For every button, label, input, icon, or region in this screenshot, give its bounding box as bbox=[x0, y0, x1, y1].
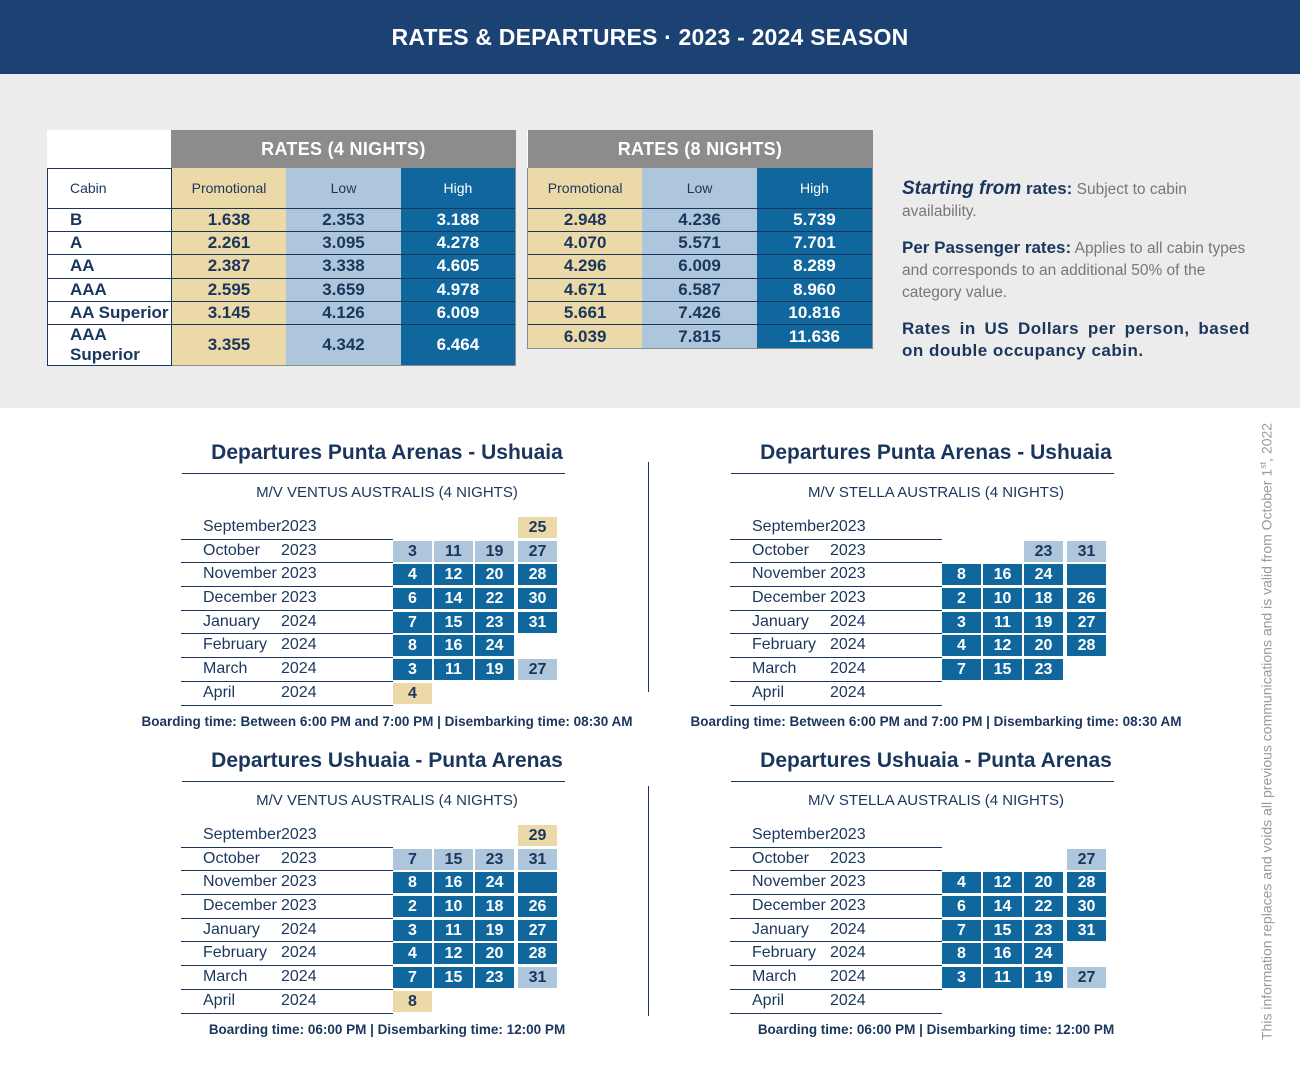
departures-title: Departures Ushuaia - Punta Arenas bbox=[211, 749, 563, 772]
year-label: 2023 bbox=[281, 589, 317, 607]
month-label: December bbox=[203, 897, 277, 915]
departure-date: 23 bbox=[1024, 659, 1063, 680]
year-label: 2024 bbox=[830, 660, 866, 678]
month-row bbox=[730, 516, 1166, 540]
departure-date: 31 bbox=[518, 967, 557, 988]
year-label: 2023 bbox=[830, 849, 866, 867]
departure-date: 15 bbox=[983, 659, 1022, 680]
departure-date: 16 bbox=[434, 872, 473, 893]
blank-cell bbox=[48, 130, 172, 168]
departure-date: 14 bbox=[983, 896, 1022, 917]
rate-low: 4.236 bbox=[642, 208, 757, 231]
month-label: November bbox=[203, 873, 277, 891]
departure-date: 6 bbox=[393, 588, 432, 609]
rate-high: 8.960 bbox=[757, 278, 873, 301]
year-label: 2024 bbox=[830, 991, 866, 1009]
departure-date: 3 bbox=[393, 920, 432, 941]
year-label: 2024 bbox=[281, 920, 317, 938]
col-low: Low bbox=[642, 168, 757, 208]
month-row bbox=[730, 824, 1166, 848]
departure-date: 28 bbox=[1067, 635, 1106, 656]
rate-promotional: 6.039 bbox=[528, 325, 643, 348]
departure-date: 31 bbox=[1067, 541, 1106, 562]
rate-promotional: 4.296 bbox=[528, 255, 643, 278]
month-row bbox=[730, 658, 1166, 682]
boarding-times: Boarding time: Between 6:00 PM and 7:00 PM | Disembarking time: 08:30 AM bbox=[141, 713, 633, 729]
rate-row bbox=[528, 231, 873, 254]
departure-date: 24 bbox=[475, 635, 514, 656]
month-label: March bbox=[752, 968, 797, 986]
month-label: April bbox=[203, 991, 236, 1009]
rate-promotional: 1.638 bbox=[171, 208, 286, 231]
page-title: RATES & DEPARTURES · 2023 - 2024 SEASON bbox=[391, 23, 909, 50]
departures-stella-ush-pa bbox=[706, 745, 1166, 1037]
year-label: 2023 bbox=[830, 589, 866, 607]
year-label: 2024 bbox=[281, 660, 317, 678]
departures-title: Departures Ushuaia - Punta Arenas bbox=[760, 749, 1112, 772]
rate-high: 8.289 bbox=[757, 255, 873, 278]
note-starting-bold: rates: bbox=[1021, 179, 1073, 198]
rates-notes bbox=[902, 178, 1250, 376]
rates-8-title: RATES (8 NIGHTS) bbox=[528, 130, 873, 168]
departure-date: 30 bbox=[1067, 896, 1106, 917]
departures-calendar bbox=[181, 824, 617, 1014]
month-row bbox=[730, 942, 1166, 966]
departure-date: 2 bbox=[942, 588, 981, 609]
month-label: November bbox=[203, 565, 277, 583]
departure-date: 8 bbox=[942, 564, 981, 585]
year-label: 2023 bbox=[830, 518, 866, 535]
departure-date: 20 bbox=[475, 943, 514, 964]
departure-date: 15 bbox=[434, 849, 473, 870]
year-label: 2024 bbox=[281, 612, 317, 630]
month-row bbox=[181, 634, 617, 658]
month-label: January bbox=[752, 920, 809, 938]
departure-date: 24 bbox=[1024, 943, 1063, 964]
rate-promotional: 2.595 bbox=[171, 278, 286, 301]
month-label: March bbox=[752, 660, 797, 678]
departure-date: 11 bbox=[983, 967, 1022, 988]
month-row bbox=[181, 990, 617, 1014]
rate-row bbox=[48, 208, 516, 231]
departure-date: 15 bbox=[983, 920, 1022, 941]
departure-date: 15 bbox=[434, 612, 473, 633]
rate-promotional: 2.387 bbox=[171, 255, 286, 278]
rate-promotional: 5.661 bbox=[528, 302, 643, 325]
departures-calendar bbox=[730, 824, 1166, 1014]
departure-date: 3 bbox=[393, 659, 432, 680]
year-label: 2023 bbox=[281, 565, 317, 583]
col-promotional: Promotional bbox=[171, 168, 286, 208]
departure-date: 3 bbox=[393, 541, 432, 562]
rate-low: 4.342 bbox=[286, 325, 401, 366]
rate-row bbox=[48, 302, 516, 325]
row-rule bbox=[181, 1013, 393, 1014]
month-label: October bbox=[752, 849, 809, 867]
rate-low: 3.659 bbox=[286, 278, 401, 301]
note-per-passenger bbox=[902, 237, 1250, 304]
departure-date: 12 bbox=[434, 943, 473, 964]
departure-date: 29 bbox=[518, 825, 557, 846]
departure-date bbox=[518, 872, 557, 893]
cabin-header: Cabin bbox=[48, 168, 172, 208]
month-row bbox=[730, 848, 1166, 872]
year-label: 2023 bbox=[281, 826, 317, 843]
departure-date: 19 bbox=[475, 659, 514, 680]
departure-date: 23 bbox=[475, 967, 514, 988]
departure-date: 18 bbox=[1024, 588, 1063, 609]
departure-date: 24 bbox=[475, 872, 514, 893]
validity-note-year: , 2022 bbox=[1258, 422, 1275, 462]
year-label: 2024 bbox=[830, 683, 866, 701]
month-row bbox=[181, 942, 617, 966]
departure-date: 27 bbox=[1067, 967, 1106, 988]
rate-high: 7.701 bbox=[757, 231, 873, 254]
departure-date: 15 bbox=[434, 967, 473, 988]
departure-date: 3 bbox=[942, 612, 981, 633]
departure-date: 2 bbox=[393, 896, 432, 917]
departure-date: 7 bbox=[393, 612, 432, 633]
month-label: February bbox=[203, 636, 268, 654]
rate-low: 6.009 bbox=[642, 255, 757, 278]
ship-name: M/V STELLA AUSTRALIS (4 NIGHTS) bbox=[808, 484, 1064, 501]
departure-date: 11 bbox=[434, 541, 473, 562]
month-row bbox=[730, 895, 1166, 919]
cabin-name: AAA bbox=[48, 278, 172, 301]
departure-date: 3 bbox=[942, 967, 981, 988]
departure-date: 20 bbox=[1024, 872, 1063, 893]
month-row bbox=[181, 516, 617, 540]
year-label: 2023 bbox=[830, 897, 866, 915]
departure-date bbox=[1067, 564, 1106, 585]
note-pp-bold: Per Passenger rates: bbox=[902, 238, 1072, 257]
note-pp-text: Applies to all cabin types and corresponds to an additional 50% of the category value. bbox=[902, 240, 1246, 301]
month-row bbox=[181, 919, 617, 943]
column-divider bbox=[648, 462, 649, 692]
rates-8-nights-table bbox=[527, 130, 873, 349]
departure-date: 31 bbox=[1067, 920, 1106, 941]
rate-promotional: 4.671 bbox=[528, 278, 643, 301]
departures-stella-pa-ush bbox=[690, 437, 1182, 729]
year-label: 2023 bbox=[281, 897, 317, 915]
departures-ventus-ush-pa bbox=[157, 745, 617, 1037]
rate-high: 11.636 bbox=[757, 325, 873, 348]
month-row bbox=[730, 540, 1166, 564]
month-row bbox=[730, 587, 1166, 611]
month-label: September bbox=[752, 826, 831, 843]
departure-date: 8 bbox=[393, 991, 432, 1012]
year-label: 2024 bbox=[830, 968, 866, 986]
note-starting-italic: Starting from bbox=[902, 178, 1022, 199]
ship-name: M/V VENTUS AUSTRALIS (4 NIGHTS) bbox=[256, 484, 518, 501]
departure-date: 4 bbox=[393, 943, 432, 964]
year-label: 2024 bbox=[830, 944, 866, 962]
month-label: October bbox=[203, 541, 260, 559]
departure-date: 4 bbox=[393, 564, 432, 585]
col-high: High bbox=[757, 168, 873, 208]
departure-date: 8 bbox=[942, 943, 981, 964]
rate-high: 4.278 bbox=[401, 231, 516, 254]
rate-row bbox=[528, 208, 873, 231]
month-label: March bbox=[203, 968, 248, 986]
year-label: 2024 bbox=[830, 636, 866, 654]
rates-4-title: RATES (4 NIGHTS) bbox=[171, 130, 515, 168]
year-label: 2023 bbox=[830, 565, 866, 583]
departure-date: 19 bbox=[475, 541, 514, 562]
year-label: 2023 bbox=[281, 873, 317, 891]
boarding-times: Boarding time: 06:00 PM | Disembarking time: 12:00 PM bbox=[757, 1021, 1115, 1037]
rate-promotional: 2.261 bbox=[171, 231, 286, 254]
col-promotional: Promotional bbox=[528, 168, 643, 208]
departure-date: 31 bbox=[518, 612, 557, 633]
rate-promotional: 3.145 bbox=[171, 302, 286, 325]
departure-date: 30 bbox=[518, 588, 557, 609]
rate-high: 4.978 bbox=[401, 278, 516, 301]
rate-low: 7.426 bbox=[642, 302, 757, 325]
departure-date: 11 bbox=[434, 659, 473, 680]
month-row bbox=[181, 682, 617, 706]
rate-row bbox=[528, 325, 873, 348]
year-label: 2023 bbox=[830, 541, 866, 559]
validity-note-sup: st bbox=[1258, 461, 1268, 469]
rate-promotional: 2.948 bbox=[528, 208, 643, 231]
rate-row bbox=[528, 278, 873, 301]
departure-date: 27 bbox=[1067, 612, 1106, 633]
rate-row bbox=[48, 255, 516, 278]
rate-low: 5.571 bbox=[642, 231, 757, 254]
month-label: January bbox=[203, 612, 260, 630]
month-row bbox=[730, 871, 1166, 895]
rate-high: 6.464 bbox=[401, 325, 516, 366]
departure-date: 7 bbox=[942, 659, 981, 680]
year-label: 2023 bbox=[281, 849, 317, 867]
month-row bbox=[181, 658, 617, 682]
departure-date: 11 bbox=[434, 920, 473, 941]
month-row bbox=[181, 895, 617, 919]
month-row bbox=[181, 824, 617, 848]
year-label: 2023 bbox=[281, 541, 317, 559]
departure-date: 11 bbox=[983, 612, 1022, 633]
departure-date: 4 bbox=[942, 872, 981, 893]
year-label: 2024 bbox=[281, 991, 317, 1009]
ship-name: M/V VENTUS AUSTRALIS (4 NIGHTS) bbox=[256, 792, 518, 809]
departure-date: 23 bbox=[1024, 541, 1063, 562]
departure-date: 16 bbox=[983, 564, 1022, 585]
month-label: October bbox=[203, 849, 260, 867]
departure-date: 14 bbox=[434, 588, 473, 609]
rate-low: 4.126 bbox=[286, 302, 401, 325]
month-label: April bbox=[752, 991, 785, 1009]
row-rule bbox=[181, 705, 393, 706]
rate-low: 3.338 bbox=[286, 255, 401, 278]
cabin-name: AAA Superior bbox=[48, 325, 172, 366]
departure-date: 6 bbox=[942, 896, 981, 917]
departure-date: 27 bbox=[518, 659, 557, 680]
rate-low: 3.095 bbox=[286, 231, 401, 254]
ship-name: M/V STELLA AUSTRALIS (4 NIGHTS) bbox=[808, 792, 1064, 809]
month-row bbox=[730, 563, 1166, 587]
departures-title: Departures Punta Arenas - Ushuaia bbox=[211, 441, 563, 464]
departure-date: 28 bbox=[1067, 872, 1106, 893]
rate-high: 10.816 bbox=[757, 302, 873, 325]
cabin-name: A bbox=[48, 231, 172, 254]
year-label: 2024 bbox=[830, 920, 866, 938]
departure-date: 26 bbox=[518, 896, 557, 917]
departure-date: 19 bbox=[1024, 612, 1063, 633]
note-us-dollars: Rates in US Dollars per person, based on double occupancy cabin. bbox=[902, 319, 1250, 360]
month-label: April bbox=[203, 683, 236, 701]
month-label: February bbox=[203, 944, 268, 962]
cabin-name: B bbox=[48, 208, 172, 231]
departure-date: 28 bbox=[518, 943, 557, 964]
cabin-name: AA bbox=[48, 255, 172, 278]
month-label: September bbox=[203, 826, 282, 843]
month-label: September bbox=[203, 518, 282, 535]
month-label: November bbox=[752, 565, 826, 583]
departure-date: 16 bbox=[983, 943, 1022, 964]
departure-date: 12 bbox=[983, 872, 1022, 893]
month-label: December bbox=[752, 589, 826, 607]
month-row bbox=[730, 990, 1166, 1014]
rate-row bbox=[528, 302, 873, 325]
month-label: November bbox=[752, 873, 826, 891]
departure-date: 31 bbox=[518, 849, 557, 870]
rate-row bbox=[48, 325, 516, 366]
rate-promotional: 4.070 bbox=[528, 231, 643, 254]
page-header bbox=[0, 0, 1300, 74]
departure-date: 7 bbox=[393, 967, 432, 988]
departure-date: 4 bbox=[393, 683, 432, 704]
validity-note-text: This information replaces and voids all previous communications and is valid from October 1 bbox=[1258, 468, 1275, 1040]
month-row bbox=[730, 966, 1166, 990]
rate-high: 5.739 bbox=[757, 208, 873, 231]
rate-low: 2.353 bbox=[286, 208, 401, 231]
departure-date: 10 bbox=[983, 588, 1022, 609]
col-low: Low bbox=[286, 168, 401, 208]
month-label: October bbox=[752, 541, 809, 559]
month-label: April bbox=[752, 683, 785, 701]
departure-date: 7 bbox=[393, 849, 432, 870]
rate-row bbox=[48, 231, 516, 254]
departure-date: 27 bbox=[518, 541, 557, 562]
departure-date: 27 bbox=[518, 920, 557, 941]
departure-date: 7 bbox=[942, 920, 981, 941]
row-rule bbox=[730, 705, 942, 706]
year-label: 2024 bbox=[281, 636, 317, 654]
rate-high: 3.188 bbox=[401, 208, 516, 231]
month-label: December bbox=[203, 589, 277, 607]
month-row bbox=[181, 966, 617, 990]
departures-ventus-pa-ush bbox=[141, 437, 633, 729]
departure-date: 8 bbox=[393, 872, 432, 893]
row-rule bbox=[730, 1013, 942, 1014]
departure-date: 8 bbox=[393, 635, 432, 656]
column-divider bbox=[648, 786, 649, 1016]
departure-date: 23 bbox=[475, 849, 514, 870]
year-label: 2023 bbox=[281, 518, 317, 535]
rate-row bbox=[48, 278, 516, 301]
note-starting-text: Subject to cabin availability. bbox=[902, 181, 1187, 220]
departure-date: 10 bbox=[434, 896, 473, 917]
departure-date: 19 bbox=[475, 920, 514, 941]
month-label: March bbox=[203, 660, 248, 678]
departure-date: 20 bbox=[1024, 635, 1063, 656]
month-label: February bbox=[752, 636, 817, 654]
rate-row bbox=[528, 255, 873, 278]
departure-date: 16 bbox=[434, 635, 473, 656]
departure-date: 22 bbox=[475, 588, 514, 609]
departures-calendar bbox=[181, 516, 617, 706]
month-row bbox=[181, 540, 617, 564]
year-label: 2024 bbox=[281, 944, 317, 962]
month-label: December bbox=[752, 897, 826, 915]
month-row bbox=[730, 611, 1166, 635]
month-label: February bbox=[752, 944, 817, 962]
month-label: January bbox=[752, 612, 809, 630]
month-row bbox=[730, 682, 1166, 706]
departure-date: 24 bbox=[1024, 564, 1063, 585]
month-label: September bbox=[752, 518, 831, 535]
year-label: 2024 bbox=[281, 683, 317, 701]
departure-date: 12 bbox=[434, 564, 473, 585]
rate-low: 6.587 bbox=[642, 278, 757, 301]
departure-date: 23 bbox=[475, 612, 514, 633]
validity-note bbox=[1258, 422, 1275, 1040]
year-label: 2023 bbox=[830, 826, 866, 843]
departure-date: 26 bbox=[1067, 588, 1106, 609]
departure-date: 23 bbox=[1024, 920, 1063, 941]
departure-date: 27 bbox=[1067, 849, 1106, 870]
departure-date: 18 bbox=[475, 896, 514, 917]
departures-calendar bbox=[730, 516, 1166, 706]
month-row bbox=[730, 919, 1166, 943]
col-high: High bbox=[401, 168, 516, 208]
year-label: 2024 bbox=[830, 612, 866, 630]
rate-promotional: 3.355 bbox=[171, 325, 286, 366]
boarding-times: Boarding time: Between 6:00 PM and 7:00 PM | Disembarking time: 08:30 AM bbox=[690, 713, 1182, 729]
departure-date: 20 bbox=[475, 564, 514, 585]
year-label: 2023 bbox=[830, 873, 866, 891]
rate-high: 4.605 bbox=[401, 255, 516, 278]
departure-date: 12 bbox=[983, 635, 1022, 656]
month-row bbox=[181, 848, 617, 872]
month-row bbox=[181, 587, 617, 611]
boarding-times: Boarding time: 06:00 PM | Disembarking time: 12:00 PM bbox=[208, 1021, 566, 1037]
month-row bbox=[730, 634, 1166, 658]
departure-date: 28 bbox=[518, 564, 557, 585]
cabin-name: AA Superior bbox=[48, 302, 172, 325]
rates-4-nights-table bbox=[47, 130, 516, 366]
note-starting-from bbox=[902, 178, 1250, 223]
departures-title: Departures Punta Arenas - Ushuaia bbox=[760, 441, 1112, 464]
rate-low: 7.815 bbox=[642, 325, 757, 348]
year-label: 2024 bbox=[281, 968, 317, 986]
departure-date: 19 bbox=[1024, 967, 1063, 988]
month-label: January bbox=[203, 920, 260, 938]
month-row bbox=[181, 563, 617, 587]
rate-high: 6.009 bbox=[401, 302, 516, 325]
month-row bbox=[181, 871, 617, 895]
departure-date: 4 bbox=[942, 635, 981, 656]
departure-date: 25 bbox=[518, 517, 557, 538]
departure-date: 22 bbox=[1024, 896, 1063, 917]
month-row bbox=[181, 611, 617, 635]
